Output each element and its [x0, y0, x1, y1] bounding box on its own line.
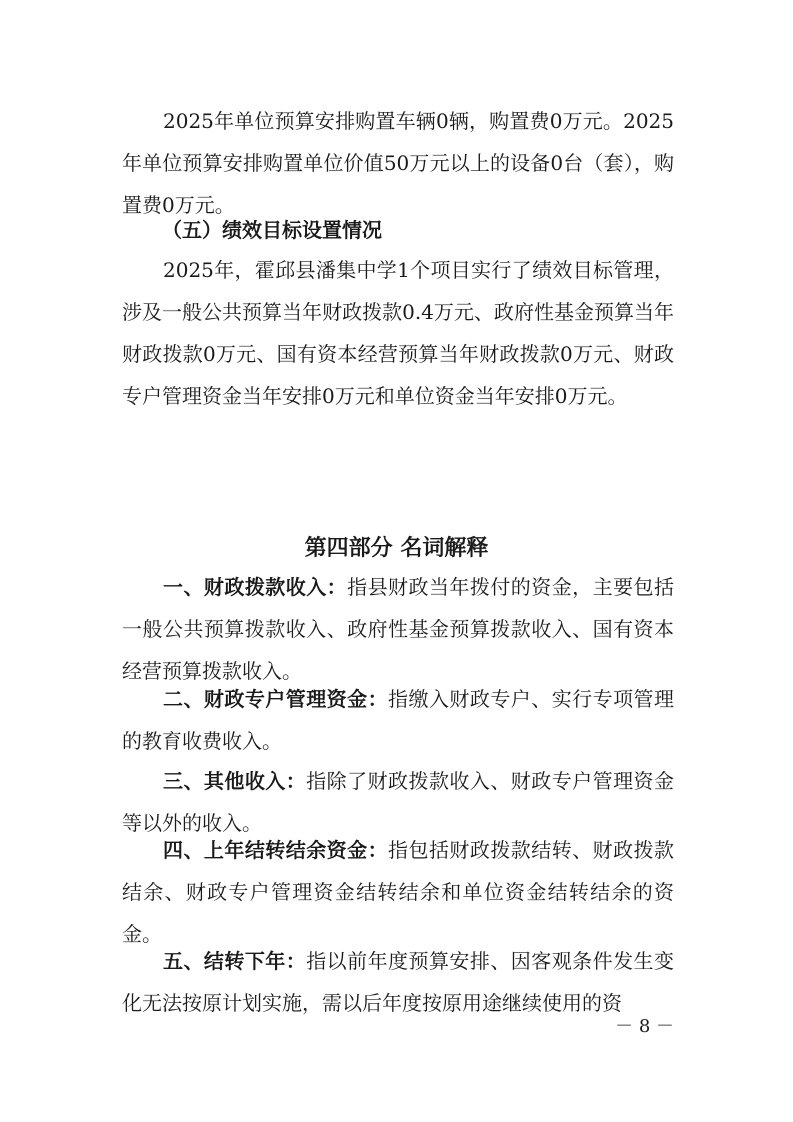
vehicle-purchase-paragraph: 2025年单位预算安排购置车辆0辆，购置费0万元。2025年单位预算安排购置单位价值50万元以上的设备0台（套），购置费0万元。 [122, 109, 674, 217]
term-text-2: 指缴入财政专户、实行专项管理的教育收费收入。 [122, 687, 675, 753]
term-label-1: 一、财政拨款收入： [163, 575, 348, 599]
term-definition-4 [122, 829, 674, 955]
page-number: － 8 － [615, 1016, 674, 1037]
term-label-4: 四、上年结转结余资金： [163, 838, 389, 862]
term-text-3: 指除了财政拨款收入、财政专户管理资金等以外的收入。 [122, 769, 675, 835]
term-label-2: 二、财政专户管理资金： [163, 687, 389, 711]
term-definition-2 [122, 678, 674, 762]
part-four-title: 第四部分 名词解释 [304, 536, 489, 561]
term-label-5: 五、结转下年： [163, 949, 307, 973]
term-text-5: 指以前年度预算安排、因客观条件发生变化无法按原计划实施，需以后年度按原用途继续使用的资 [122, 949, 675, 1015]
term-definition-5 [122, 940, 674, 1024]
term-text-4: 指包括财政拨款结转、财政拨款结余、财政专户管理资金结转结余和单位资金结转结余的资金。 [122, 838, 675, 946]
term-label-3: 三、其他收入： [163, 769, 307, 793]
term-text-1: 指县财政当年拨付的资金，主要包括一般公共预算拨款收入、政府性基金预算拨款收入、国有资本经营预算拨款收入。 [122, 575, 674, 683]
term-definition-1 [122, 566, 674, 692]
performance-goals-heading: （五）绩效目标设置情况 [162, 218, 382, 242]
performance-goals-paragraph: 2025年，霍邱县潘集中学1个项目实行了绩效目标管理，涉及一般公共预算当年财政拨款0.4万元、政府性基金预算当年财政拨款0万元、国有资本经营预算当年财政拨款0万元、财政专户管理资金当年安排0万元和单位资金当年安排0万元。 [122, 258, 674, 408]
